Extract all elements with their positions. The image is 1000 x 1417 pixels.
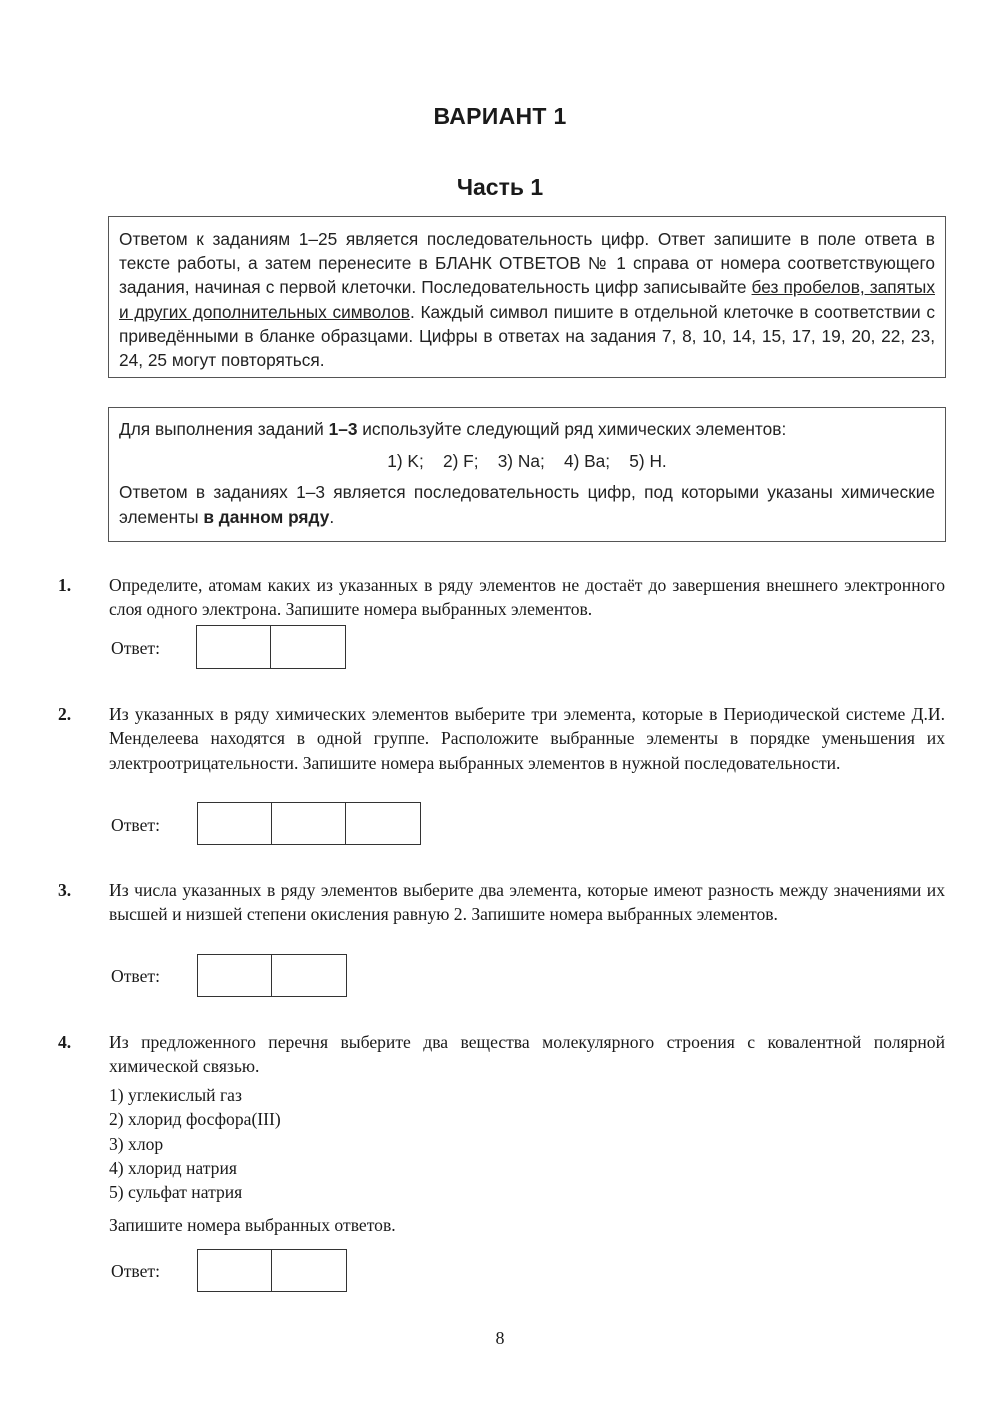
answer-cell[interactable] — [198, 955, 272, 996]
option-item: 5) сульфат натрия — [109, 1182, 243, 1203]
elements-note: Ответом в заданиях 1–3 является последовательность цифр, под которыми указаны химические элементы в данном ряду. — [119, 482, 935, 527]
answer-label: Ответ: — [111, 966, 160, 986]
option-item: 2) хлорид фосфора(III) — [109, 1109, 281, 1130]
answer-cell[interactable] — [272, 803, 346, 844]
answer-cell[interactable] — [272, 1250, 346, 1291]
task-4-instruction: Запишите номера выбранных ответов. — [109, 1215, 396, 1235]
task-number: 4. — [58, 1032, 72, 1052]
answer-label: Ответ: — [111, 638, 160, 658]
task-number: 3. — [58, 880, 72, 900]
elements-series-box — [108, 407, 946, 542]
answer-cell[interactable] — [198, 803, 272, 844]
answer-label: Ответ: — [111, 1261, 160, 1281]
task-text: Из указанных в ряду химических элементов выберите три элемента, которые в Периодической системе Д.И. Менделеева находятся в одной группе. Расположите выбранные элементы в порядке уменьшения их электроотрицательности. Запишите номера выбранных элементов в нужной последовательности. — [109, 704, 945, 773]
task-4-options — [109, 1083, 281, 1204]
task-number: 2. — [58, 704, 72, 724]
answer-cell[interactable] — [197, 626, 271, 668]
task-text: Определите, атомам каких из указанных в ряду элементов не достаёт до завершения внешнего электронного слоя одного электрона. Запишите номера выбранных элементов. — [109, 575, 945, 620]
task-text: Из предложенного перечня выберите два вещества молекулярного строения с ковалентной полярной химической связью. — [109, 1032, 945, 1077]
option-item: 4) хлорид натрия — [109, 1157, 237, 1178]
task-text: Из числа указанных в ряду элементов выберите два элемента, которые имеют разность между значениями их высшей и низшей степени окисления равную 2. Запишите номера выбранных элементов. — [109, 880, 945, 925]
page-number: 8 — [495, 1328, 505, 1348]
task-1-answer-cells — [196, 625, 346, 669]
part-title: Часть 1 — [456, 174, 544, 200]
instructions-text: Ответом к заданиям 1–25 является последовательность цифр. Ответ запишите в поле ответа в тексте работы, а затем перенесите в БЛАНК ОТВЕТОВ № 1 справа от номера соответствующего задания, начиная с первой клеточки. Последовательность цифр записывайте без пробелов, запятых и других дополнительных символов. Каждый символ пишите в отдельной клеточке в соответствии с приведёнными в бланке образцами. Цифры в ответах на задания 7, 8, 10, 14, 15, 17, 19, 20, 22, 23, 24, 25 могут повторяться. — [119, 229, 935, 371]
elements-series: 1) K; 2) F; 3) Na; 4) Ba; 5) H. — [387, 451, 667, 472]
instructions-box — [108, 216, 946, 378]
answer-cell[interactable] — [198, 1250, 272, 1291]
answer-cell[interactable] — [272, 955, 346, 996]
answer-label: Ответ: — [111, 815, 160, 835]
task-2-answer-cells — [197, 802, 421, 845]
answer-cell[interactable] — [271, 626, 345, 668]
task-4-answer-cells — [197, 1249, 347, 1292]
task-number: 1. — [58, 575, 72, 595]
option-item: 1) углекислый газ — [109, 1085, 242, 1105]
variant-title: ВАРИАНТ 1 — [433, 103, 567, 129]
elements-intro: Для выполнения заданий 1–3 используйте следующий ряд химических элементов: — [119, 419, 787, 439]
option-item: 3) хлор — [109, 1133, 164, 1154]
answer-cell[interactable] — [346, 803, 420, 844]
task-3-answer-cells — [197, 954, 347, 997]
instructions-underlined: без пробелов, запятых и других дополнительных символов — [119, 277, 935, 322]
